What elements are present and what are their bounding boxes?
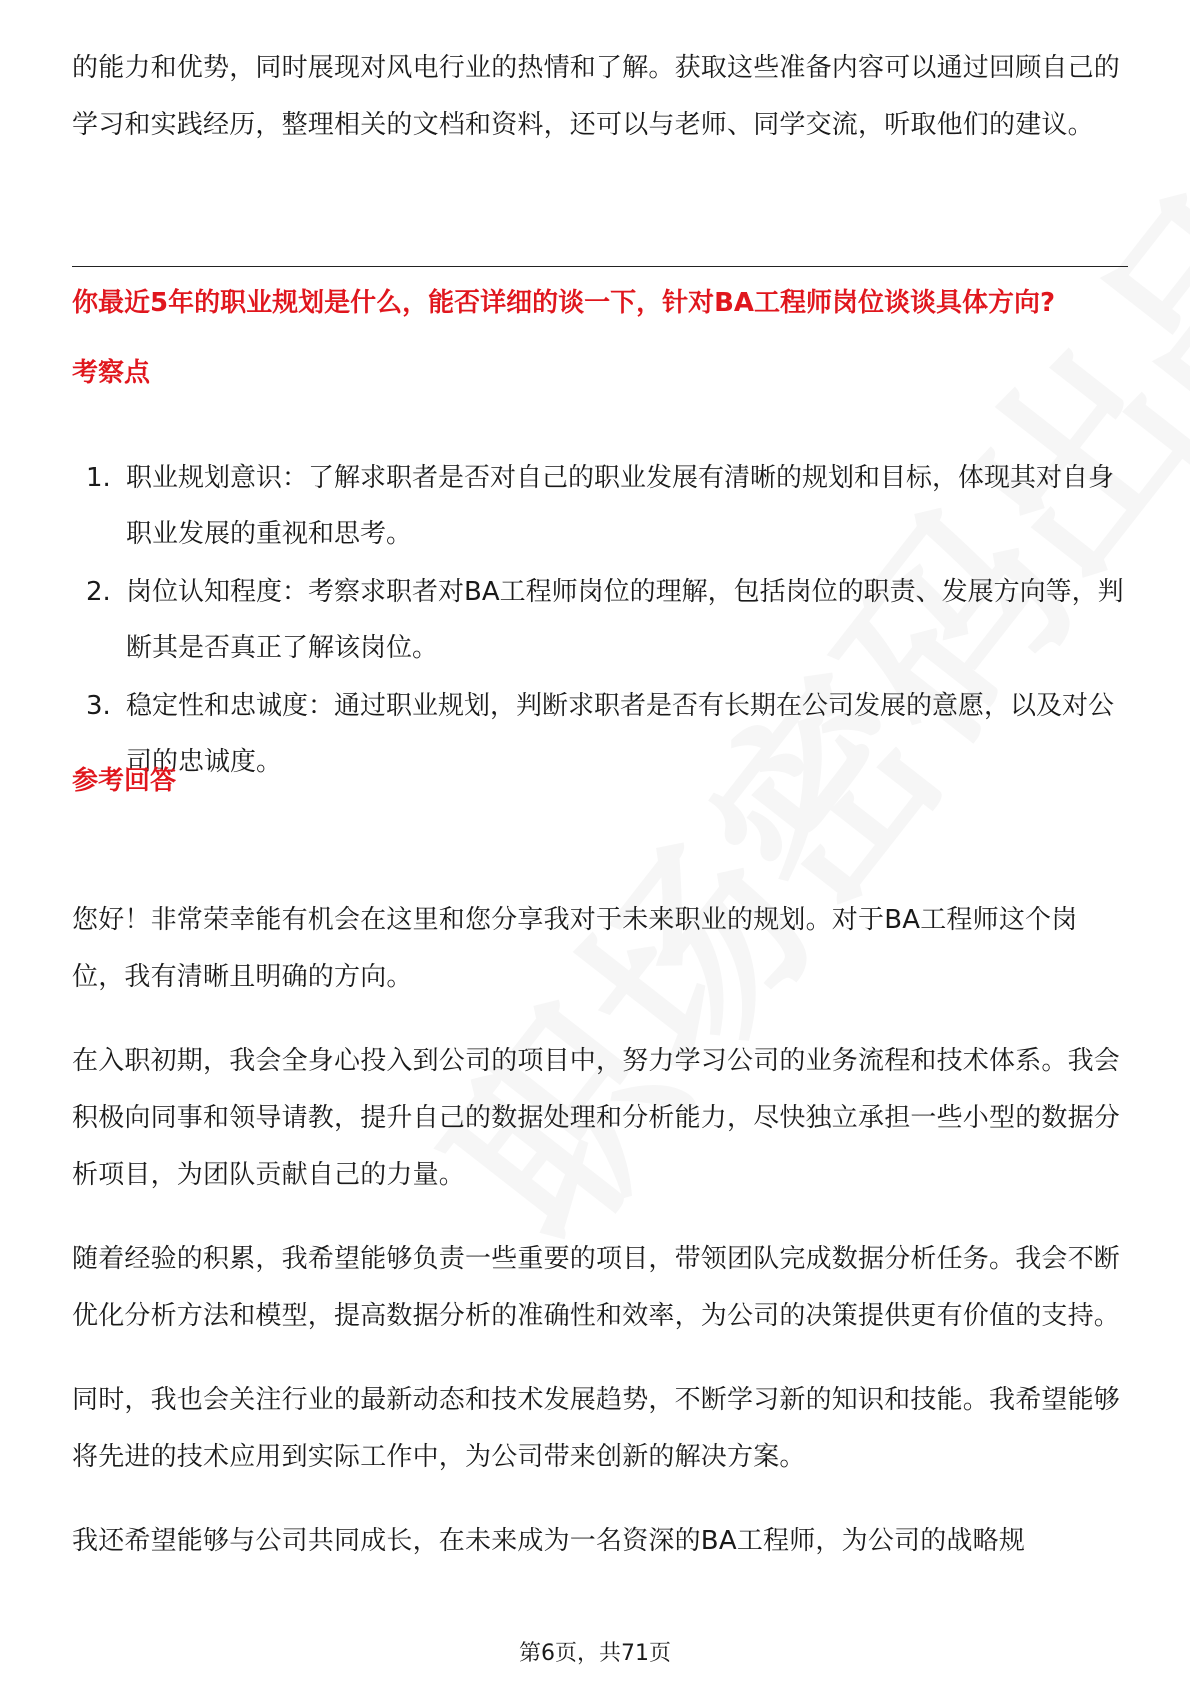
list-item-text: 职业规划意识：了解求职者是否对自己的职业发展有清晰的规划和目标，体现其对自身职业发展的重视和思考。 bbox=[126, 463, 1115, 549]
answer-paragraph: 您好！非常荣幸能有机会在这里和您分享我对于未来职业的规划。对于BA工程师这个岗位，我有清晰且明确的方向。 bbox=[72, 905, 1078, 992]
intro-paragraph: 的能力和优势，同时展现对风电行业的热情和了解。获取这些准备内容可以通过回顾自己的学习和实践经历，整理相关的文档和资料，还可以与老师、同学交流，听取他们的建议。 bbox=[72, 53, 1121, 140]
list-item-number: 2. bbox=[86, 577, 111, 607]
list-item bbox=[72, 564, 1128, 676]
list-item-number: 1. bbox=[86, 463, 111, 493]
list-item-text: 稳定性和忠诚度：通过职业规划，判断求职者是否有长期在公司发展的意愿，以及对公司的忠诚度。 bbox=[126, 691, 1115, 777]
answer-section bbox=[72, 892, 1128, 1570]
answer-paragraph: 我还希望能够与公司共同成长，在未来成为一名资深的BA工程师，为公司的战略规 bbox=[72, 1526, 1026, 1556]
answer-title: 参考回答 bbox=[72, 766, 177, 796]
page-footer: 第6页，共71页 bbox=[519, 1641, 671, 1666]
list-item bbox=[72, 450, 1128, 562]
divider bbox=[72, 266, 1128, 267]
list-item bbox=[72, 678, 1128, 790]
answer-paragraph: 在入职初期，我会全身心投入到公司的项目中，努力学习公司的业务流程和技术体系。我会积极向同事和领导请教，提升自己的数据处理和分析能力，尽快独立承担一些小型的数据分析项目，为团队贡献自己的力量。 bbox=[72, 1046, 1121, 1190]
list-item-number: 3. bbox=[86, 691, 111, 721]
intro-section bbox=[72, 40, 1128, 154]
question-heading: 你最近5年的职业规划是什么，能否详细的谈一下，针对BA工程师岗位谈谈具体方向? bbox=[72, 288, 1056, 318]
answer-paragraph: 同时，我也会关注行业的最新动态和技术发展趋势，不断学习新的知识和技能。我希望能够将先进的技术应用到实际工作中，为公司带来创新的解决方案。 bbox=[72, 1385, 1121, 1472]
answer-paragraph: 随着经验的积累，我希望能够负责一些重要的项目，带领团队完成数据分析任务。我会不断优化分析方法和模型，提高数据分析的准确性和效率，为公司的决策提供更有价值的支持。 bbox=[72, 1244, 1121, 1331]
exam-points-title: 考察点 bbox=[72, 358, 151, 388]
list-item-text: 岗位认知程度：考察求职者对BA工程师岗位的理解，包括岗位的职责、发展方向等，判断其是否真正了解该岗位。 bbox=[126, 577, 1124, 663]
exam-points-list bbox=[72, 450, 1128, 792]
